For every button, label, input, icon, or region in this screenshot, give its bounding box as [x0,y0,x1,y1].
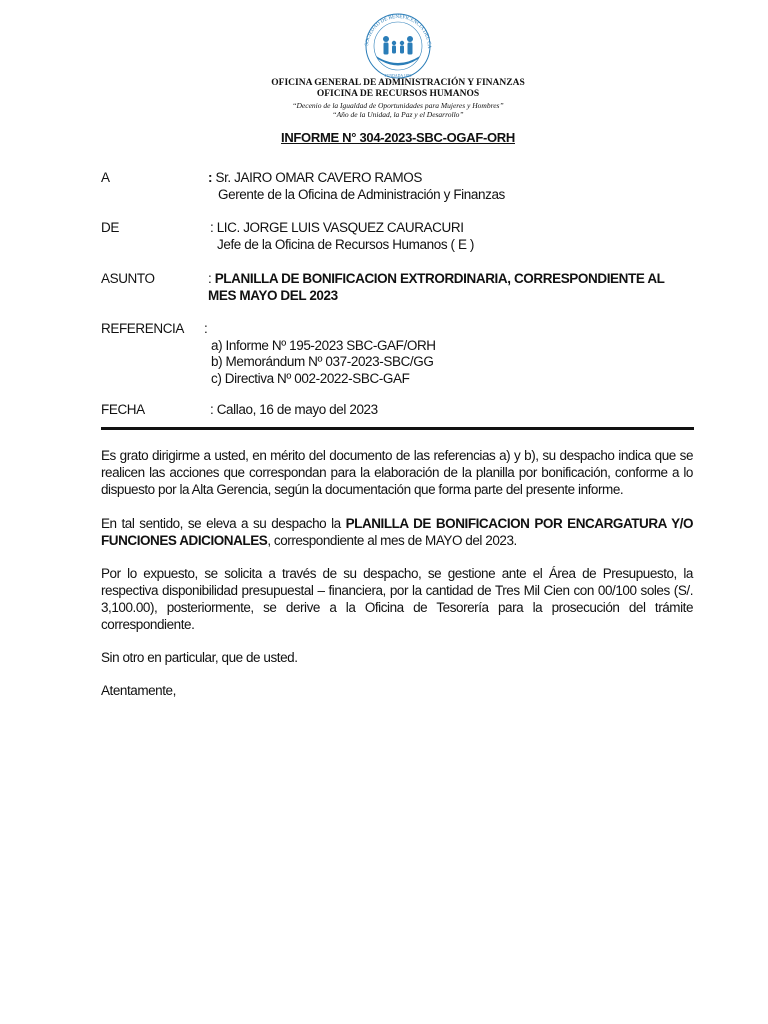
field-a-colon: : [208,170,213,185]
field-referencia-colon: : [204,321,208,336]
office-name-1: OFICINA GENERAL DE ADMINISTRACIÓN Y FINANZAS [271,78,525,88]
reference-item-c: c) Directiva Nº 002-2022-SBC-GAF [211,371,410,386]
paragraph-1-text: Es grato dirigirme a usted, en mérito del documento de las referencias a) y b), su despacho indica que se realicen las acciones que correspondan para la elaboración de la planilla por bonificación, conforme a lo dispuesto por la Alta Gerencia, según la documentación que forma parte del presente informe. [101,448,693,497]
slogan-line-1: “Decenio de la Igualdad de Oportunidades para Mujeres y Hombres” [292,101,504,110]
paragraph-4-text: Sin otro en particular, que de usted. [101,650,298,665]
office-name-2: OFICINA DE RECURSOS HUMANOS [316,89,480,99]
body-paragraph-4 [101,649,693,666]
slogan-line-2: “Año de la Unidad, la Paz y el Desarrollo” [332,110,464,119]
field-asunto-line-2: MES MAYO DEL 2023 [208,288,338,303]
reference-item-b: b) Memorándum Nº 037-2023-SBC/GG [211,354,434,369]
field-asunto-colon: : [208,271,215,286]
separator-rule [101,427,694,430]
paragraph-2-bold: PLANILLA DE BONIFICACION POR ENCARGATURA Y/O FUNCIONES ADICIONALES [101,516,694,548]
seal-founded-text: FUNDADA 1850 [384,74,412,78]
reference-item-a: a) Informe Nº 195-2023 SBC-GAF/ORH [211,338,436,353]
family-figures-icon [376,36,420,66]
institution-seal-logo [358,12,438,80]
field-de-role: Jefe de la Oficina de Recursos Humanos ( E ) [217,237,475,252]
report-title: INFORME N° 304-2023-SBC-OGAF-ORH [281,130,515,145]
field-a-label: A [101,170,110,185]
closing-text: Atentamente, [101,683,176,698]
field-fecha-value: : Callao, 16 de mayo del 2023 [210,402,378,417]
field-asunto-line-1: PLANILLA DE BONIFICACION EXTRORDINARIA, CORRESPONDIENTE AL [214,271,665,286]
body-paragraph-3 [101,565,693,633]
field-fecha-label: FECHA [101,402,145,417]
field-asunto-label: ASUNTO [101,271,155,286]
seal-text: SOCIEDAD DE BENEFICENCIA DEL CA [364,13,433,49]
body-paragraph-2 [101,515,693,549]
field-a-name: Sr. JAIRO OMAR CAVERO RAMOS [212,170,422,185]
paragraph-2-pre: En tal sentido, se eleva a su despacho la [101,516,346,531]
field-de-name: : LIC. JORGE LUIS VASQUEZ CAURACURI [210,220,464,235]
body-paragraph-1 [101,447,693,498]
field-de-label: DE [101,220,119,235]
field-a-role: Gerente de la Oficina de Administración y Finanzas [218,187,505,202]
paragraph-3-text: Por lo expuesto, se solicita a través de su despacho, se gestione ante el Área de Presupuesto, la respectiva disponibilidad presupuestal – financiera, por la cantidad de Tres Mil Cien con 00/100 soles (S/. 3,100.00), posteriormente, se derive a la Oficina de Tesorería para la prosecución del trámite correspondiente. [101,566,693,632]
field-referencia-label: REFERENCIA [101,321,185,336]
slogan-block [0,101,768,119]
office-header [0,78,768,100]
closing-salutation [101,682,693,699]
paragraph-2-post: , correspondiente al mes de MAYO del 2023. [267,533,517,548]
